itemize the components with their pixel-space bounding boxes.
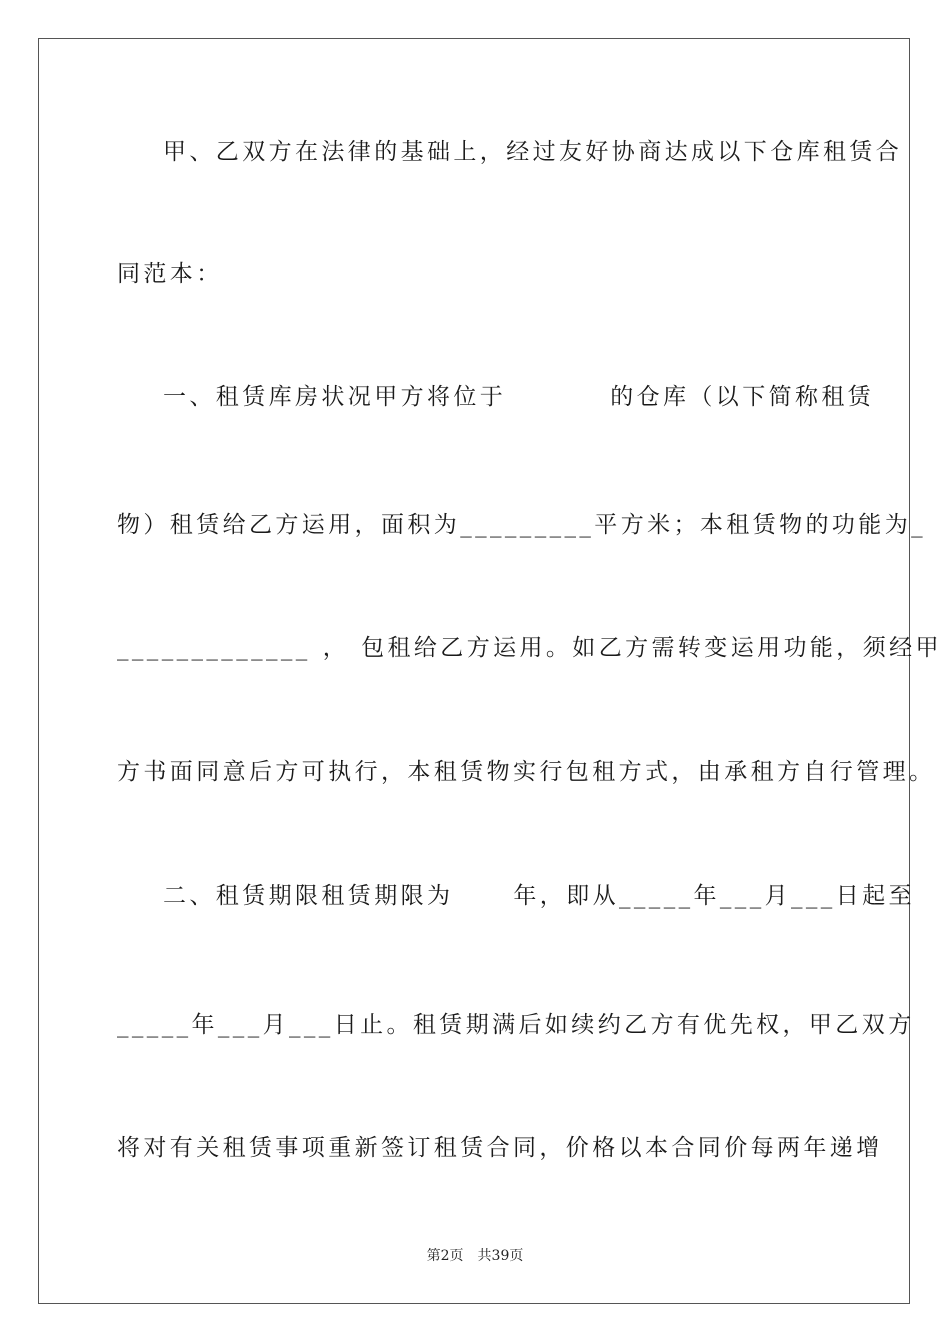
page-total: 共39页	[477, 1248, 524, 1264]
clause-one-text: 包租给乙方运用。如乙方需转变运用功能，须经甲	[361, 635, 942, 661]
paragraph-line-7	[163, 881, 915, 911]
clause-two-dates: 年，即从_____年___月___日起至	[513, 883, 915, 909]
page-number: 第2页	[426, 1248, 464, 1264]
clause-one-start: 一、租赁库房状况甲方将位于	[163, 384, 507, 410]
clause-two-start: 二、租赁期限租赁期限为	[163, 883, 454, 909]
paragraph-line-2: 同范本：	[117, 261, 223, 287]
page-footer	[0, 1247, 950, 1265]
page-border	[38, 38, 910, 1304]
paragraph-line-9: 将对有关租赁事项重新签订租赁合同，价格以本合同价每两年递增	[117, 1135, 883, 1161]
paragraph-line-4: 物）租赁给乙方运用，面积为_________平方米；本租赁物的功能为_	[117, 512, 926, 538]
comma: ，	[322, 635, 350, 661]
paragraph-line-6: 方书面同意后方可执行，本租赁物实行包租方式，由承租方自行管理。	[117, 759, 936, 785]
paragraph-line-3	[163, 382, 874, 412]
function-blank: _____________	[117, 635, 311, 661]
paragraph-line-8: _____年___月___日止。租赁期满后如续约乙方有优先权，甲乙双方	[117, 1012, 915, 1038]
clause-one-continue: 的仓库（以下简称租赁	[610, 384, 875, 410]
paragraph-line-5	[117, 633, 942, 663]
paragraph-line-1: 甲、乙双方在法律的基础上，经过友好协商达成以下仓库租赁合	[163, 139, 903, 165]
